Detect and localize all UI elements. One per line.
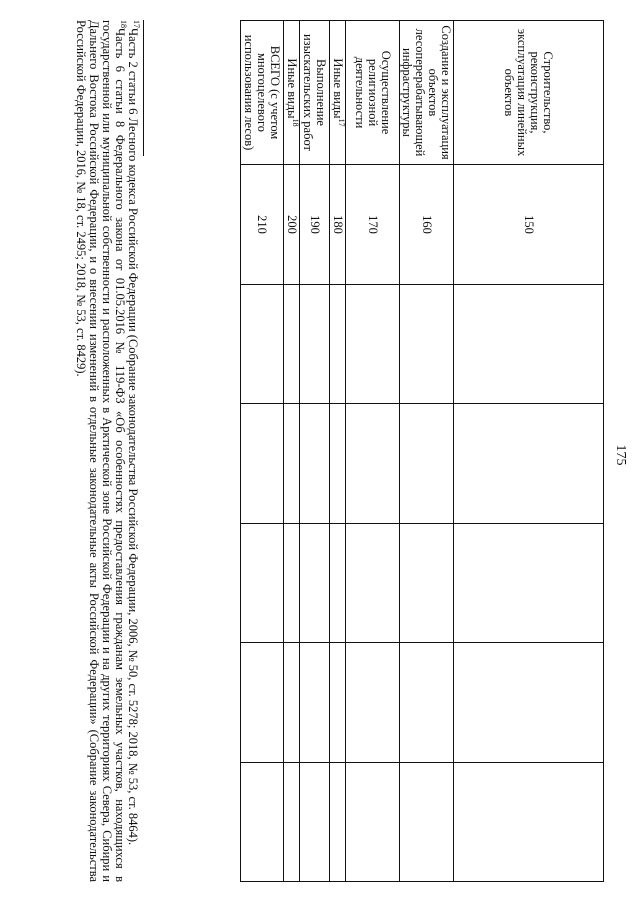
empty-cell [241,285,284,404]
empty-cell [284,404,300,523]
empty-cell [300,523,330,642]
row-code: 210 [241,165,284,285]
footnote-17: $^{17}$Часть 2 статьи 6 Лесного кодекса Российской Федерации (Собрание законодательства Российской Федерации, 2006, № 50, ст. 5278; 2018, № 53, ст. 8464). [126,20,142,846]
row-label: Иные виды$^{18}$ [284,21,300,165]
footnote-separator [143,20,144,156]
empty-cell [346,523,400,642]
empty-cell [330,523,346,642]
table-row [454,21,604,882]
empty-cell [454,404,604,523]
footnotes [74,20,142,882]
empty-cell [400,404,454,523]
empty-cell [454,523,604,642]
page-number: 175 [613,444,628,466]
empty-cell [284,762,300,881]
empty-cell [330,643,346,762]
row-code: 160 [400,165,454,285]
footnote-18: $^{18}$Часть 6 статьи 8 Федерального закона от 01.05.2016 № 119-ФЗ «Об особенностях предоставления гражданам земельных участков, находящихся в государственной или муниципальной собственности и расположенных в Арктической зоне Российской Федерации и на других территориях Севера, Сибири и Дальнего Востока Российской Федерации, и о внесении изменений в отдельные законодательные акты Российской Федерации» (Собрание законодательства Российской Федерации, 2016, № 18, ст. 2495; 2018, № 53, ст. 8429). [74,20,129,882]
empty-cell [454,762,604,881]
empty-cell [284,285,300,404]
table-row [300,21,330,882]
row-code: 190 [300,165,330,285]
table-row [400,21,454,882]
row-label: Осуществление религиозной деятельности [346,21,400,165]
empty-cell [241,523,284,642]
empty-cell [300,643,330,762]
empty-cell [284,523,300,642]
row-code: 170 [346,165,400,285]
row-code: 150 [454,165,604,285]
empty-cell [454,643,604,762]
empty-cell [330,762,346,881]
empty-cell [346,643,400,762]
row-label: Строительство, реконструкция, эксплуатация линейных объектов [454,21,604,165]
empty-cell [241,404,284,523]
table-row [346,21,400,882]
empty-cell [400,643,454,762]
empty-cell [346,404,400,523]
row-label: Иные виды$^{17}$ [330,21,346,165]
forest-use-table [240,20,604,882]
row-code: 180 [330,165,346,285]
empty-cell [330,285,346,404]
table-body [241,21,604,882]
table-row [330,21,346,882]
empty-cell [400,285,454,404]
empty-cell [300,404,330,523]
empty-cell [400,523,454,642]
empty-cell [284,643,300,762]
row-label: Выполнение изыскательских работ [300,21,330,165]
empty-cell [300,285,330,404]
empty-cell [300,762,330,881]
row-label: Создание и эксплуатация объектов лесоперерабатывающей инфраструктуры [400,21,454,165]
row-label: ВСЕГО (с учетом многоцелевого использования лесов) [241,21,284,165]
footnote-mark: 18 [291,118,301,127]
table-row [284,21,300,882]
empty-cell [400,762,454,881]
table-row [241,21,284,882]
empty-cell [241,643,284,762]
empty-cell [346,762,400,881]
empty-cell [241,762,284,881]
footnote-mark: 17 [337,118,347,127]
empty-cell [454,285,604,404]
empty-cell [346,285,400,404]
empty-cell [330,404,346,523]
row-code: 200 [284,165,300,285]
